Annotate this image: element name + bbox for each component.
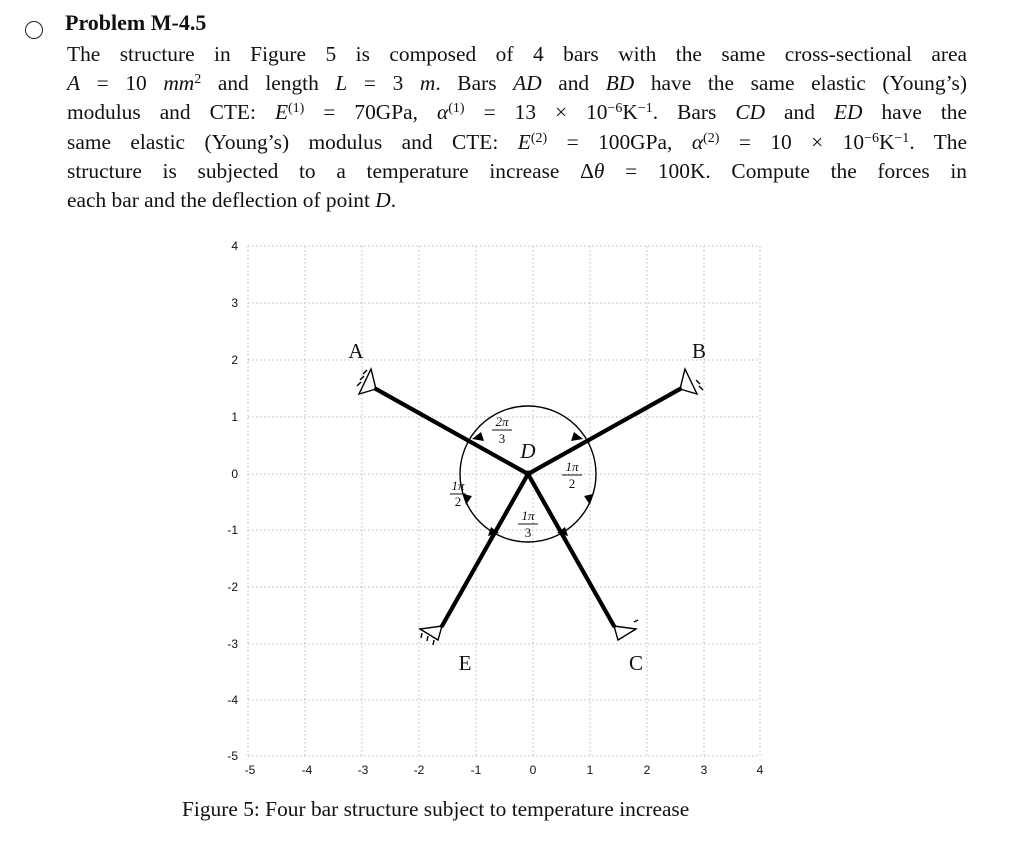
- text-span: = 70GPa,: [304, 100, 437, 125]
- superscript: −6: [607, 101, 623, 117]
- y-tick-label: -2: [227, 580, 238, 594]
- text-span: have the same elastic (Young’s): [634, 71, 967, 96]
- text-span: . Bars: [652, 100, 736, 125]
- text-span: = 3: [347, 71, 420, 96]
- hatch-mark: [427, 636, 428, 641]
- angle-left-numerator: 1π: [451, 478, 465, 493]
- x-tick-label: -2: [413, 763, 425, 777]
- text-span: .: [390, 188, 397, 213]
- y-tick-label: 3: [231, 296, 238, 310]
- superscript: (2): [703, 130, 720, 146]
- superscript: −6: [864, 130, 879, 146]
- triangle-icon: [680, 369, 697, 394]
- superscript: −1: [637, 101, 653, 117]
- y-tick-label: -4: [227, 693, 238, 707]
- math-var: BD: [605, 71, 635, 96]
- text-span: . Bars: [435, 71, 514, 96]
- node-label-b: B: [691, 339, 707, 363]
- math-var: D: [375, 188, 391, 213]
- superscript: (2): [530, 130, 548, 146]
- node-label-a: A: [348, 339, 364, 363]
- node-label-c: C: [628, 651, 644, 675]
- angle-top-numerator: 2π: [495, 414, 509, 429]
- hatch-mark: [433, 640, 434, 645]
- math-var: α: [437, 100, 449, 125]
- y-tick-label: 0: [231, 467, 238, 481]
- superscript: (1): [448, 101, 465, 117]
- y-tick-label: 4: [231, 239, 238, 253]
- y-tick-label: -5: [227, 749, 238, 763]
- angle-right-denominator: 2: [568, 476, 576, 491]
- text-span: structure is subjected to a temperature increase Δ: [67, 158, 594, 183]
- angle-labels: [450, 414, 582, 540]
- triangle-icon: [359, 369, 376, 394]
- text-span: and: [765, 100, 834, 125]
- x-tick-label: 0: [529, 763, 537, 777]
- math-var: E: [274, 100, 289, 125]
- x-tick-label: -1: [470, 763, 482, 777]
- math-var: E: [517, 129, 531, 154]
- joint-d: [525, 471, 532, 478]
- text-span: and: [541, 71, 606, 96]
- x-tick-label: 2: [643, 763, 651, 777]
- x-tick-labels: [245, 763, 764, 777]
- node-labels: [348, 339, 706, 675]
- math-var: ED: [833, 100, 863, 125]
- math-var: θ: [593, 158, 605, 183]
- math-var: α: [691, 129, 704, 154]
- x-tick-label: 3: [700, 763, 708, 777]
- x-tick-label: -3: [357, 763, 369, 777]
- hatch-mark: [421, 633, 422, 638]
- math-var: m: [419, 71, 436, 96]
- text-span: . The: [909, 129, 967, 154]
- text-span: have the: [862, 100, 967, 125]
- text-span: = 13 × 10: [464, 100, 608, 125]
- text-span: K: [622, 100, 638, 125]
- node-label-d: D: [520, 439, 536, 463]
- text-span: K: [878, 129, 895, 154]
- text-span: = 10: [80, 71, 164, 96]
- bar-cd: [528, 474, 614, 626]
- angle-left-denominator: 2: [454, 494, 462, 509]
- figure-caption: Figure 5: Four bar structure subject to temperature increase: [182, 797, 690, 821]
- hatch-mark: [699, 386, 703, 390]
- angle-bottom-numerator: 1π: [521, 508, 535, 523]
- problem-title: Problem M-4.5: [65, 10, 207, 35]
- y-tick-label: -3: [227, 637, 238, 651]
- x-tick-label: 1: [586, 763, 594, 777]
- math-var: AD: [513, 71, 542, 96]
- superscript: −1: [894, 130, 910, 146]
- hatch-mark: [696, 380, 700, 384]
- math-var: mm: [163, 71, 195, 96]
- support-b: [680, 369, 703, 394]
- text-span: = 100K. Compute the forces in: [604, 158, 967, 183]
- math-var: A: [67, 71, 81, 96]
- text-span: = 10 × 10: [719, 129, 865, 154]
- text-span: = 100GPa,: [547, 129, 692, 154]
- math-var: L: [335, 71, 348, 96]
- arrowhead-icon: [571, 432, 583, 441]
- y-tick-label: 1: [231, 410, 238, 424]
- x-tick-label: 4: [756, 763, 764, 777]
- text-span: The structure in Figure 5 is composed of 4 bars with the same cross-sectional area: [67, 42, 967, 66]
- math-var: CD: [735, 100, 766, 125]
- triangle-icon: [614, 626, 636, 640]
- x-tick-label: -5: [244, 763, 256, 777]
- text-span: and length: [201, 71, 336, 96]
- triangle-icon: [420, 626, 442, 640]
- hatch-mark: [634, 620, 638, 622]
- x-tick-label: -4: [301, 763, 313, 777]
- angle-top-denominator: 3: [498, 431, 506, 446]
- angle-right-numerator: 1π: [565, 459, 579, 474]
- support-a: [357, 369, 376, 394]
- support-c: [614, 620, 638, 640]
- superscript: 2: [194, 72, 202, 88]
- text-span: modulus and CTE:: [67, 100, 275, 125]
- node-label-e: E: [458, 651, 472, 675]
- bar-bd: [528, 389, 680, 474]
- grid: [248, 246, 760, 756]
- text-span: same elastic (Young’s) modulus and CTE:: [67, 129, 518, 154]
- support-e: [420, 626, 442, 645]
- superscript: (1): [288, 101, 305, 117]
- y-tick-label: -1: [227, 523, 238, 537]
- hatch-mark: [363, 370, 367, 374]
- y-tick-labels: [227, 239, 238, 763]
- y-tick-label: 2: [231, 353, 238, 367]
- hatch-mark: [357, 382, 361, 386]
- text-span: each bar and the deflection of point: [67, 188, 376, 213]
- angle-bottom-denominator: 3: [524, 525, 532, 540]
